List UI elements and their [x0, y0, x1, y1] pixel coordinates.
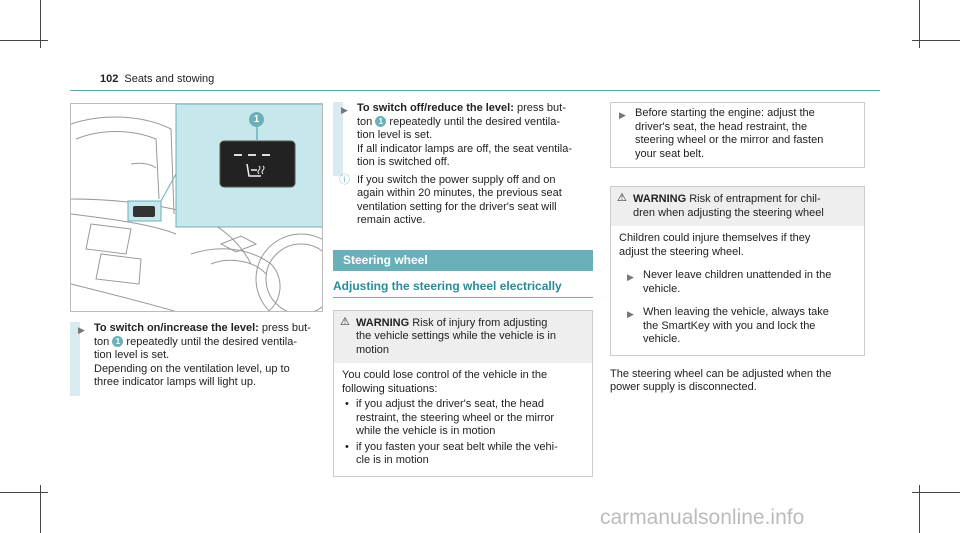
paragraph: The steering wheel can be adjusted when the power supply is disconnected.	[610, 367, 832, 393]
section-banner: Steering wheel	[333, 250, 593, 272]
callout-1-icon: 1	[375, 116, 386, 127]
warning-triangle-icon: ⚠	[617, 192, 627, 204]
door-panel-drawing	[71, 104, 323, 312]
step-switch-on: ▶ To switch on/increase the level: press but- ton 1 repeatedly until the desired ventila- tion level is set. Depending on the ventilation level, up to three indicator lamps will light up.	[78, 322, 311, 388]
step-arrow-icon: ▶	[78, 325, 85, 335]
column-2	[333, 102, 593, 477]
figure-callout: 1	[249, 112, 264, 127]
crop-mark	[0, 492, 48, 493]
seat-ventilation-illustration	[70, 103, 323, 312]
step-switch-off: ▶ To switch off/reduce the level: press but- ton 1 repeatedly until the desired ventila- tion level is set. If all indicator lamps are off, the seat ventila- tion is switched off.	[341, 102, 573, 168]
warning-box	[333, 310, 593, 477]
step-arrow-icon: ▶	[627, 309, 634, 319]
warning-body: You could lose control of the vehicle in the following situations: • if you adjust the driver's seat, the head restraint, the steering wheel or the mirror while the vehicle is in motion • if you fasten your seat belt while the vehi- cle is in motion	[334, 363, 592, 476]
step-when-leaving: ▶ When leaving the vehicle, always take the SmartKey with you and lock the vehicle.	[627, 306, 829, 345]
step-never-leave: ▶ Never leave children unattended in the vehicle.	[627, 269, 832, 295]
watermark: carmanualsonline.info	[600, 506, 805, 529]
warning-label: WARNING	[356, 316, 410, 329]
header-rule	[70, 90, 880, 91]
warning-header: ⚠ WARNING Risk of injury from adjusting the vehicle settings while the vehicle is in motion	[334, 311, 592, 364]
column-1	[70, 322, 323, 390]
info-note: ⓘ If you switch the power supply off and on again within 20 minutes, the previous seat ventilation setting for the driver's seat will remain active.	[339, 173, 562, 226]
crop-mark	[912, 492, 960, 493]
step-title: To switch on/increase the level:	[94, 322, 259, 334]
list-item: • if you adjust the driver's seat, the head restraint, the steering wheel or the mirror while the vehicle is in motion	[342, 398, 584, 439]
step-arrow-icon: ▶	[627, 272, 634, 282]
crop-mark	[0, 40, 48, 41]
subheading: Adjusting the steering wheel electrically	[333, 280, 593, 298]
step-box	[610, 102, 865, 168]
column-3	[610, 102, 865, 395]
crop-mark	[912, 40, 960, 41]
page-header	[100, 73, 214, 85]
warning-label: WARNING	[633, 193, 687, 205]
info-icon: ⓘ	[339, 173, 350, 186]
step-arrow-icon: ▶	[341, 105, 348, 115]
list-item: • if you fasten your seat belt while the vehi- cle is in motion	[342, 441, 584, 468]
step-before-starting: ▶ Before starting the engine: adjust the driver's seat, the head restraint, the steering wheel or the mirror and fasten your seat belt.	[619, 107, 824, 160]
step-title: To switch off/reduce the level:	[357, 102, 514, 114]
section-title: Seats and stowing	[124, 73, 215, 85]
warning-body: Children could injure themselves if they adjust the steering wheel. ▶ Never leave children unattended in the vehicle. ▶ When leaving the vehicle, always take the SmartKey with you and lock the vehicle.	[611, 226, 864, 355]
callout-1-icon: 1	[112, 336, 123, 347]
step-arrow-icon: ▶	[619, 110, 626, 120]
warning-header: ⚠ WARNING Risk of entrapment for chil- dren when adjusting the steering wheel	[611, 187, 864, 226]
warning-triangle-icon: ⚠	[340, 315, 350, 328]
warning-box	[610, 186, 865, 356]
page-number: 102	[100, 73, 119, 85]
